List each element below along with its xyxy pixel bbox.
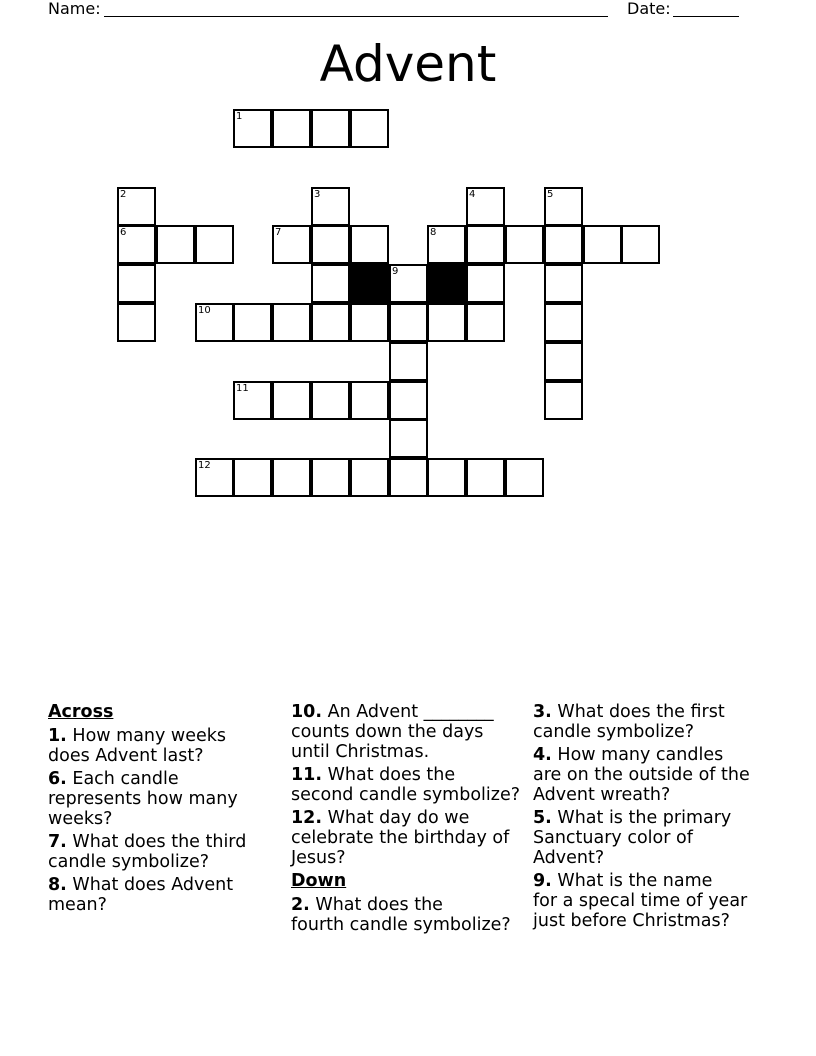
clue-number: 2. [291, 895, 310, 915]
grid-cell[interactable] [544, 381, 583, 420]
clue-text: How many weeks does Advent last? [48, 726, 227, 766]
cell-number: 1 [236, 111, 243, 122]
clue-across-6 [48, 769, 280, 829]
clue-number: 9. [533, 871, 552, 891]
grid-cell[interactable] [466, 458, 505, 497]
grid-cell[interactable] [311, 458, 350, 497]
grid-cell[interactable] [156, 225, 195, 264]
grid-cell[interactable] [389, 419, 428, 458]
clue-number: 5. [533, 808, 552, 828]
cell-number: 6 [120, 227, 127, 238]
clue-text: Each candle represents how many weeks? [48, 769, 238, 829]
clue-number: 1. [48, 726, 67, 746]
grid-cell[interactable] [544, 342, 583, 381]
grid-cell[interactable] [544, 225, 583, 264]
cell-number: 9 [392, 266, 399, 277]
clue-text: What does the first candle symbolize? [533, 702, 725, 742]
cell-number: 2 [120, 189, 127, 200]
cell-number: 3 [314, 189, 321, 200]
grid-cell[interactable] [311, 303, 350, 342]
cell-number: 5 [547, 189, 554, 200]
grid-cell[interactable] [350, 458, 389, 497]
clue-text: An Advent ________ counts down the days until Christmas. [291, 702, 494, 762]
clue-column-2 [291, 702, 529, 938]
grid-cell[interactable] [117, 303, 156, 342]
clue-text: What does Advent mean? [48, 875, 234, 915]
clue-text: How many candles are on the outside of the Advent wreath? [533, 745, 750, 805]
cell-number: 8 [430, 227, 437, 238]
clue-number: 6. [48, 769, 67, 789]
clue-text: What does the fourth candle symbolize? [291, 895, 511, 935]
clue-number: 4. [533, 745, 552, 765]
cell-number: 11 [236, 383, 249, 394]
grid-cell[interactable] [311, 264, 350, 303]
grid-cell[interactable] [311, 109, 350, 148]
clue-text: What is the name for a specal time of year just before Christmas? [533, 871, 748, 931]
grid-cell[interactable] [621, 225, 660, 264]
grid-cell[interactable] [233, 303, 272, 342]
grid-cell[interactable] [117, 225, 156, 264]
grid-cell[interactable] [195, 458, 234, 497]
grid-cell[interactable] [544, 187, 583, 226]
grid-cell[interactable] [195, 303, 234, 342]
grid-cell[interactable] [233, 381, 272, 420]
blocked-cell [350, 264, 389, 303]
clue-number: 8. [48, 875, 67, 895]
grid-cell[interactable] [350, 109, 389, 148]
grid-cell[interactable] [195, 225, 234, 264]
clue-number: 7. [48, 832, 67, 852]
clue-across-12 [291, 808, 529, 868]
down-heading: Down [291, 871, 347, 891]
grid-cell[interactable] [272, 303, 311, 342]
grid-cell[interactable] [117, 187, 156, 226]
clue-column-1 [48, 702, 280, 918]
date-label: Date: [627, 0, 671, 18]
grid-cell[interactable] [583, 225, 622, 264]
grid-cell[interactable] [544, 303, 583, 342]
grid-cell[interactable] [544, 264, 583, 303]
grid-cell[interactable] [427, 225, 466, 264]
grid-cell[interactable] [272, 225, 311, 264]
grid-cell[interactable] [427, 458, 466, 497]
grid-cell[interactable] [505, 225, 544, 264]
clue-number: 3. [533, 702, 552, 722]
grid-cell[interactable] [272, 381, 311, 420]
clue-across-1 [48, 726, 280, 766]
across-heading: Across [48, 702, 114, 722]
grid-cell[interactable] [505, 458, 544, 497]
grid-cell[interactable] [389, 264, 428, 303]
grid-cell[interactable] [272, 458, 311, 497]
grid-cell[interactable] [466, 225, 505, 264]
grid-cell[interactable] [389, 303, 428, 342]
clue-number: 10. [291, 702, 323, 722]
clue-down-4 [533, 745, 773, 805]
clue-across-7 [48, 832, 280, 872]
clue-across-8 [48, 875, 280, 915]
clue-down-9 [533, 871, 773, 931]
grid-cell[interactable] [427, 303, 466, 342]
clue-down-2 [291, 895, 529, 935]
clue-column-3 [533, 702, 773, 934]
clue-text: What does the second candle symbolize? [291, 765, 521, 805]
clue-down-3 [533, 702, 773, 742]
grid-cell[interactable] [466, 187, 505, 226]
grid-cell[interactable] [117, 264, 156, 303]
grid-cell[interactable] [350, 303, 389, 342]
cell-number: 12 [198, 460, 211, 471]
grid-cell[interactable] [311, 187, 350, 226]
page-title: Advent [319, 35, 497, 93]
grid-cell[interactable] [272, 109, 311, 148]
clue-number: 12. [291, 808, 323, 828]
clue-across-10 [291, 702, 529, 762]
cell-number: 4 [469, 189, 476, 200]
clue-down-5 [533, 808, 773, 868]
clue-number: 11. [291, 765, 323, 785]
name-label: Name: [48, 0, 101, 18]
blocked-cell [427, 264, 466, 303]
grid-cell[interactable] [389, 458, 428, 497]
grid-cell[interactable] [350, 225, 389, 264]
grid-cell[interactable] [466, 303, 505, 342]
clue-text: What does the third candle symbolize? [48, 832, 247, 872]
grid-cell[interactable] [389, 342, 428, 381]
cell-number: 10 [198, 305, 211, 316]
clue-across-11 [291, 765, 529, 805]
clue-text: What day do we celebrate the birthday of Jesus? [291, 808, 510, 868]
grid-cell[interactable] [233, 109, 272, 148]
cell-number: 7 [275, 227, 282, 238]
grid-cell[interactable] [466, 264, 505, 303]
clue-text: What is the primary Sanctuary color of Advent? [533, 808, 732, 868]
grid-cell[interactable] [311, 225, 350, 264]
grid-cell[interactable] [350, 381, 389, 420]
grid-cell[interactable] [311, 381, 350, 420]
grid-cell[interactable] [389, 381, 428, 420]
grid-cell[interactable] [233, 458, 272, 497]
